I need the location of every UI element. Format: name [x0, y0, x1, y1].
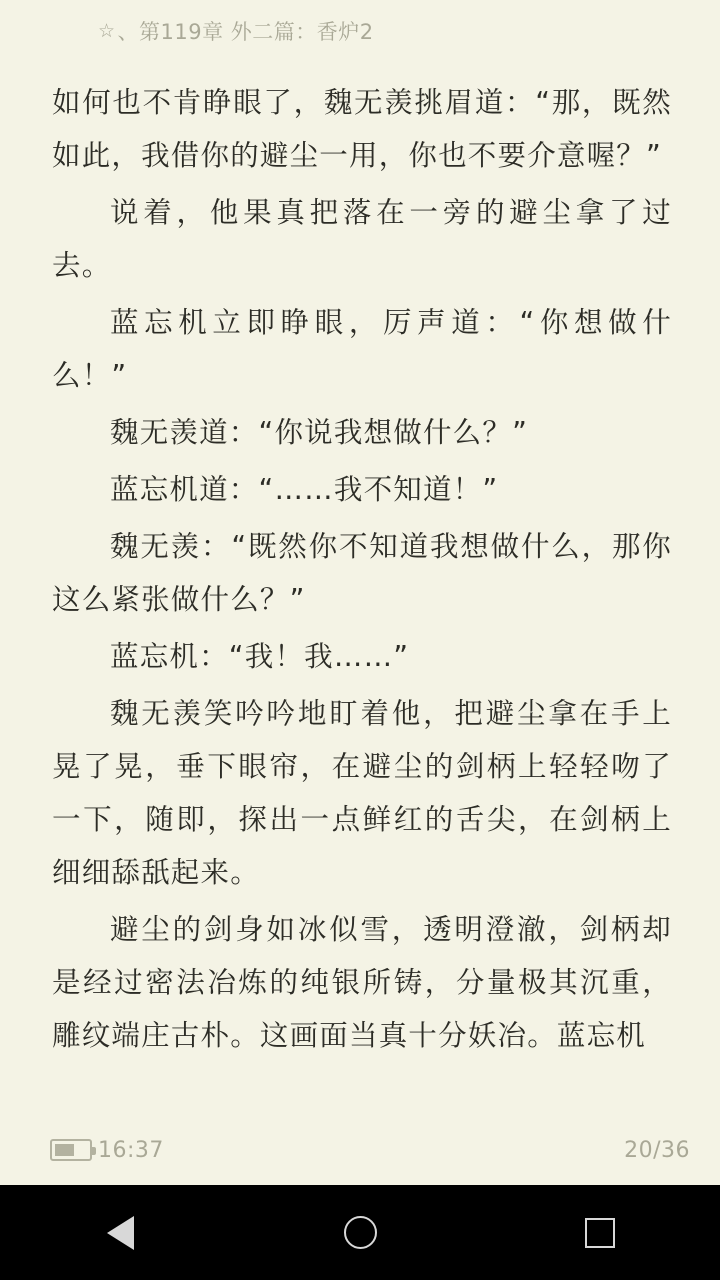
back-button[interactable]	[60, 1185, 180, 1280]
home-circle-icon	[344, 1216, 377, 1249]
recents-button[interactable]	[540, 1185, 660, 1280]
paragraph: 说着，他果真把落在一旁的避尘拿了过去。	[52, 196, 672, 282]
chapter-header	[0, 0, 720, 62]
android-navigation-bar	[0, 1185, 720, 1280]
paragraph: 魏无羡道：“你说我想做什么？”	[110, 416, 529, 449]
reader-status-bar	[0, 1115, 720, 1185]
paragraph: 蓝忘机立即睁眼，厉声道：“你想做什么！”	[52, 306, 672, 392]
paragraph: 如何也不肯睁眼了，魏无羡挑眉道：“那，既然如此，我借你的避尘一用，你也不要介意喔？”	[52, 86, 672, 172]
bookmark-star-icon: ☆	[98, 20, 116, 42]
paragraph: 蓝忘机：“我！我……”	[110, 640, 410, 673]
battery-icon	[50, 1139, 92, 1161]
battery-fill	[55, 1144, 74, 1156]
home-button[interactable]	[300, 1185, 420, 1280]
paragraph: 避尘的剑身如冰似雪，透明澄澈，剑柄却是经过密法冶炼的纯银所铸，分量极其沉重，雕纹端庄古朴。这画面当真十分妖冶。蓝忘机	[52, 913, 672, 1052]
paragraph: 魏无羡笑吟吟地盯着他，把避尘拿在手上晃了晃，垂下眼帘，在避尘的剑柄上轻轻吻了一下，随即，探出一点鲜红的舌尖，在剑柄上细细舔舐起来。	[52, 697, 672, 889]
clock-label: 16:37	[98, 1137, 164, 1163]
paragraph: 魏无羡：“既然你不知道我想做什么，那你这么紧张做什么？”	[52, 530, 672, 616]
chapter-title: 、第119章 外二篇：香炉2	[117, 20, 374, 44]
paragraph: 蓝忘机道：“……我不知道！”	[110, 473, 499, 506]
recents-square-icon	[585, 1218, 615, 1248]
page-indicator: 20/36	[624, 1137, 690, 1163]
back-triangle-icon	[107, 1216, 134, 1250]
chapter-body[interactable]	[0, 62, 720, 1115]
